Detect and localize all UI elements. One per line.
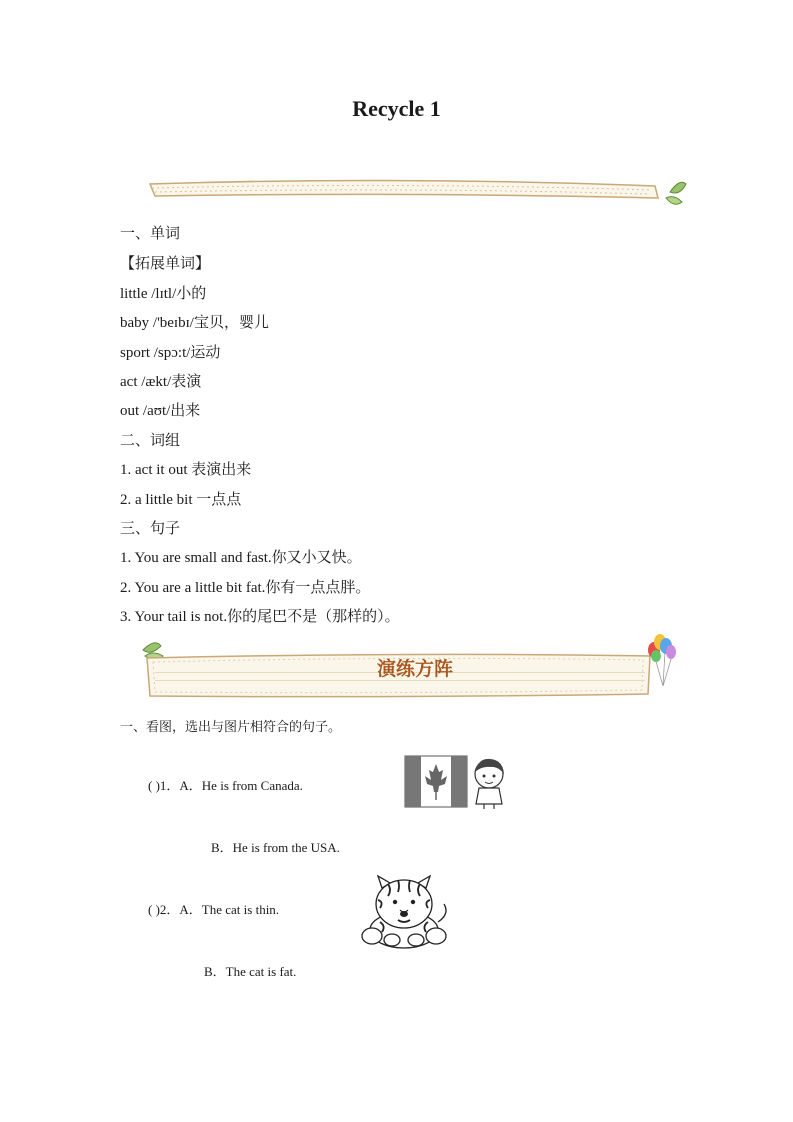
boy-icon xyxy=(475,759,504,809)
balloons-icon xyxy=(648,634,676,686)
sentence-item: 3. Your tail is not.你的尾巴不是（那样的）。 xyxy=(120,609,400,625)
section-banner-practice xyxy=(125,628,685,703)
question-1-stem: ( )1．A．He is from Canada. xyxy=(148,778,303,793)
phrase-item: 1. act it out 表演出来 xyxy=(120,462,252,478)
vocab-subheading: 【拓展单词】 xyxy=(120,256,211,272)
sentence-item: 2. You are a little bit fat.你有一点点胖。 xyxy=(120,580,371,596)
vocab-word: sport /spɔ:t/运动 xyxy=(120,345,221,361)
page-title: Recycle 1 xyxy=(352,96,441,121)
question-2-option-b: B．The cat is fat. xyxy=(204,964,297,979)
vocab-word: baby /'beɪbɪ/宝贝，婴儿 xyxy=(120,315,269,331)
sentence-item: 1. You are small and fast.你又小又快。 xyxy=(120,550,362,566)
leaf-icon xyxy=(666,182,686,204)
phrase-item: 2. a little bit 一点点 xyxy=(120,492,242,508)
section-banner-top xyxy=(110,170,690,210)
banner-mid-heading: 演练方阵 xyxy=(376,658,454,680)
phrases-section-heading: 二、词组 xyxy=(120,433,181,449)
vocab-word: act /ækt/表演 xyxy=(120,374,202,390)
canada-flag-boy-image xyxy=(404,754,510,810)
vocab-section-heading: 一、单词 xyxy=(120,226,181,242)
vocab-word: out /aʊt/出来 xyxy=(120,403,201,419)
vocab-word: little /lɪtl/小的 xyxy=(120,286,207,302)
sentences-section-heading: 三、句子 xyxy=(120,521,181,537)
question-2-stem: ( )2．A．The cat is thin. xyxy=(148,902,280,917)
canada-flag-icon xyxy=(405,756,467,807)
question-1-option-b: B．He is from the USA. xyxy=(211,840,340,855)
fat-cat-image xyxy=(358,874,450,952)
exercise-instruction: 一、看图，选出与图片相符合的句子。 xyxy=(120,719,342,734)
